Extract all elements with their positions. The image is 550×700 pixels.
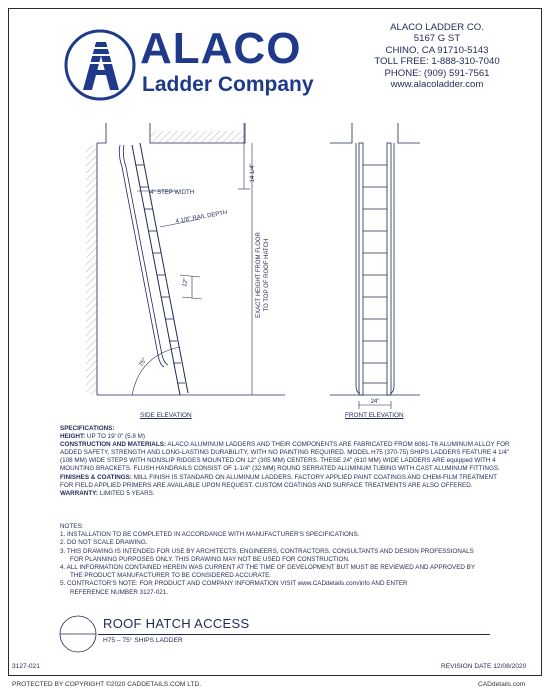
company-info — [362, 22, 512, 90]
note-item: REFERENCE NUMBER 3127-021. — [70, 588, 168, 596]
title-underline — [98, 634, 490, 635]
title-circle-icon — [58, 614, 98, 654]
spec-height — [60, 433, 510, 441]
spec-finishes — [60, 474, 510, 490]
company-phone: PHONE: (909) 591-7561 — [384, 67, 490, 79]
height-label-2: TO TOP OF ROOF HATCH — [264, 238, 270, 312]
note-item: 1. INSTALLATION TO BE COMPLETED IN ACCORDANCE WITH MANUFACTURER'S SPECIFICATIONS. — [60, 531, 360, 539]
spec-finishes-text: MILL FINISH IS STANDARD ON ALUMINUM LADDERS. FACTORY APPLIED PAINT COATINGS AND CHEM-FILM TREATMENT FOR FIELD APPLIED PRIMERS ARE AVAILABLE UPON REQUEST. CUSTOM COATINGS AND SURFACE TREATMENTS ARE ALSO OFFERED. — [60, 473, 497, 489]
note-item: FOR PLANNING PURPOSES ONLY. THIS DRAWING MAY NOT BE USED FOR CONSTRUCTION. — [70, 555, 350, 563]
spec-construction-label: CONSTRUCTION AND MATERIALS: — [60, 441, 166, 449]
side-elevation-label: SIDE ELEVATION — [140, 412, 192, 419]
copyright-text: PROTECTED BY COPYRIGHT ©2020 CADDETAILS.COM LTD. — [12, 681, 202, 688]
rail-depth-label: 4 1/8" RAIL DEPTH — [175, 209, 228, 225]
note-item: 5. CONTRACTOR'S NOTE: FOR PRODUCT AND COMPANY INFORMATION VISIT www.CADdetails.com/info AND ENTER — [60, 580, 408, 588]
spec-construction-text: ALACO ALUMINUM LADDERS AND THEIR COMPONENTS ARE FABRICATED FROM 6061-T6 ALUMINUM ALLOY FOR ADDED SAFETY, STRENGTH AND LONG-LASTING DURABILITY, WITH NO PAINTING REQUIRED. MODEL H75 (370-75) SHIPS LADDERS FEATURE 4 1/4" (108 MM) WIDE STEPS WITH NONSLIP RIDGES MOUNTED ON 12" (305 MM) CENTERS. THESE 24" (610 MM) WIDE LADDERS ARE equipped WITH 4 MOUNTING BRACKETS. FLUSH HANDRAILS CONSIST OF 1-1/4" (32 MM) ROUND SERRATED ALUMINUM TUBING WITH CAST ALUMINUM FITTINGS. — [60, 441, 510, 473]
page-title: ROOF HATCH ACCESS — [103, 616, 250, 631]
reference-number: 3127-021 — [12, 663, 40, 670]
company-street: 5167 G ST — [413, 33, 461, 45]
front-width-label: 24" — [370, 399, 380, 405]
footer-site-link[interactable]: CADdetails.com — [478, 681, 526, 688]
note-item: THE PRODUCT MANUFACTURER TO BE CONSIDERED ACCURATE. — [70, 572, 272, 580]
angle-label: 75° — [138, 357, 149, 368]
notes-block — [60, 523, 510, 597]
dim-top-label: 14 1/4" — [250, 163, 256, 183]
notes-heading: NOTES: — [60, 523, 84, 530]
company-website[interactable]: www.alacoladder.com — [390, 79, 484, 91]
revision-date: REVISION DATE 12/08/2020 — [441, 663, 527, 670]
logo-wordmark: ALACO — [140, 24, 302, 73]
spec-height-label: HEIGHT: — [60, 433, 86, 441]
note-item: 4. ALL INFORMATION CONTAINED HEREIN WAS CURRENT AT THE TIME OF DEVELOPMENT BUT MUST BE REVIEWED AND APPROVED BY — [60, 564, 476, 572]
company-name: ALACO LADDER CO. — [390, 22, 484, 33]
logo-subtitle: Ladder Company — [142, 73, 314, 96]
company-toll-free: TOLL FREE: 1-888-310-7040 — [374, 56, 500, 68]
specifications-heading: SPECIFICATIONS: — [60, 425, 115, 432]
step-width-label: 4" STEP WIDTH — [150, 190, 195, 196]
spec-height-text: UP TO 19' 0" (5.8 M) — [85, 433, 145, 441]
spec-warranty — [60, 490, 510, 498]
specifications-block — [60, 425, 510, 498]
company-city: CHINO, CA 91710-5143 — [385, 44, 489, 56]
spec-construction — [60, 441, 510, 473]
note-item: 3. THIS DRAWING IS INTENDED FOR USE BY ARCHITECTS, ENGINEERS, CONTRACTORS, CONSULTANTS AND DESIGN PROFESSIONALS — [60, 547, 474, 555]
front-elevation-label: FRONT ELEVATION — [345, 412, 404, 419]
spec-warranty-text: LIMITED 5 YEARS. — [98, 489, 155, 497]
page-subtitle: H75 – 75° SHIPS LADDER — [103, 637, 183, 644]
spec-warranty-label: WARRANTY: — [60, 489, 99, 497]
step-spacing-label: 12" — [182, 277, 190, 288]
side-elevation-drawing — [80, 115, 300, 415]
note-item: 2. DO NOT SCALE DRAWING. — [60, 539, 148, 547]
height-label-1: EXACT HEIGHT FROM FLOOR — [256, 232, 262, 318]
alaco-logo-icon — [63, 28, 137, 102]
front-elevation-drawing — [310, 115, 460, 415]
spec-finishes-label: FINISHES & COATINGS: — [60, 473, 132, 481]
